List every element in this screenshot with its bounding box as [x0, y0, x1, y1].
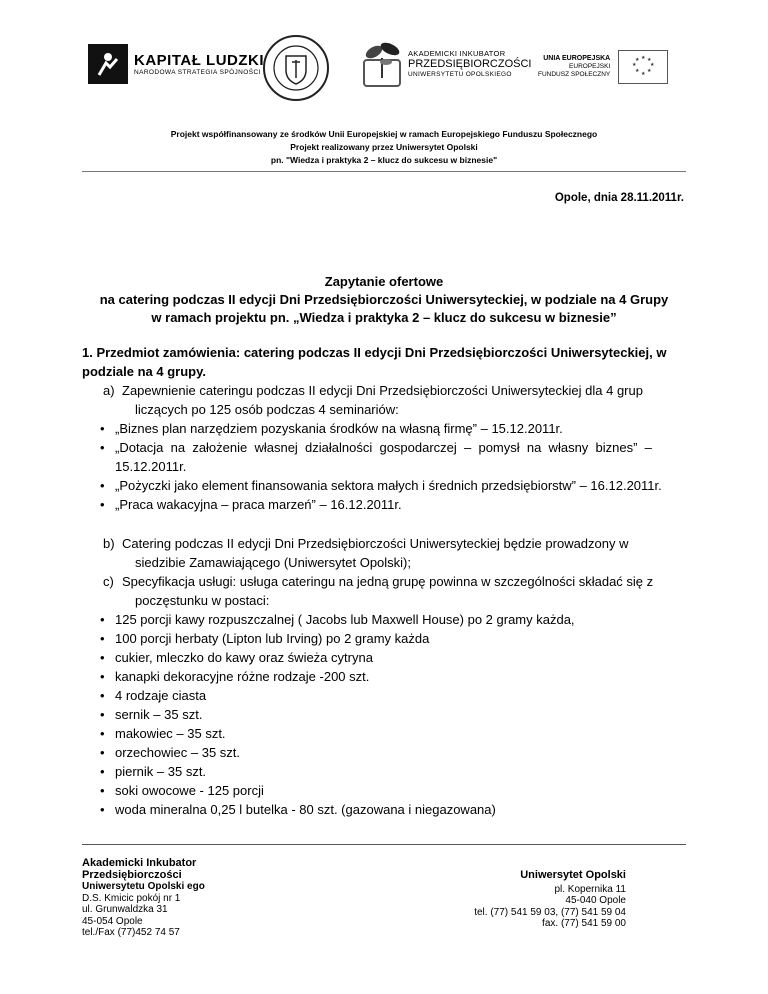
footer-right: [474, 870, 626, 930]
catering-item: 125 porcji kawy rozpuszczalnej ( Jacobs lub Maxwell House) po 2 gramy każda,: [115, 612, 575, 627]
aip-line3: UNIWERSYTETU OPOLSKIEGO: [408, 70, 512, 78]
eu-line2: EUROPEJSKI: [569, 63, 611, 71]
kapital-ludzki-subtitle: NARODOWA STRATEGIA SPÓJNOŚCI: [134, 69, 261, 76]
svg-text:★: ★: [632, 62, 637, 68]
seminar-2-cont: 15.12.2011r.: [115, 459, 187, 474]
aip-line2: PRZEDSIĘBIORCZOŚCI: [408, 58, 532, 71]
document-date: Opole, dnia 28.11.2011r.: [554, 192, 684, 204]
seminar-2: „Dotacja na założenie własnej działalności gospodarczej – pomysł na własny biznes” –: [115, 440, 652, 455]
project-line1: Projekt współfinansowany ze środków Unii Europejskiej w ramach Europejskiego Funduszu Społecznego: [170, 129, 598, 139]
svg-text:★: ★: [635, 68, 640, 74]
catering-item: cukier, mleczko do kawy oraz świeża cytryna: [115, 650, 373, 665]
sprout-icon: [360, 40, 404, 88]
title-line1: Zapytanie ofertowe: [324, 274, 444, 289]
catering-item: 100 porcji herbaty (Lipton lub Irving) po 2 gramy każda: [115, 631, 430, 646]
footer-right-l4: tel. (77) 541 59 03, (77) 541 59 04: [474, 906, 626, 918]
university-seal-icon: [262, 34, 330, 102]
item-b-label: b): [103, 536, 115, 551]
eu-line3: FUNDUSZ SPOŁECZNY: [538, 71, 611, 79]
title-line2: na catering podczas II edycji Dni Przedsiębiorczości Uniwersyteckiej, w podziale na 4 Grupy: [99, 292, 669, 307]
bullet-icon: •: [100, 745, 105, 760]
kapital-ludzki-logo: [88, 44, 264, 84]
catering-item: orzechowiec – 35 szt.: [115, 745, 241, 760]
item-a-line1: Zapewnienie cateringu podczas II edycji Dni Przedsiębiorczości Uniwersyteckiej dla 4 grup: [122, 383, 643, 398]
footer-right-l2: pl. Kopernika 11: [554, 883, 626, 895]
aip-line1: AKADEMICKI INKUBATOR: [408, 48, 506, 58]
seminar-4: „Praca wakacyjna – praca marzeń” – 16.12.2011r.: [115, 497, 402, 512]
bullet-icon: •: [100, 688, 105, 703]
footer-left-l2: Przedsiębiorczości: [82, 868, 182, 881]
akademicki-inkubator-logo: [360, 40, 531, 88]
catering-item: sernik – 35 szt.: [115, 707, 203, 722]
item-a-line2: liczących po 125 osób podczas 4 seminariów:: [135, 402, 399, 417]
catering-item: 4 rodzaje ciasta: [115, 688, 207, 703]
bullet-icon: •: [100, 631, 105, 646]
item-b-line2: siedzibie Zamawiającego (Uniwersytet Opolski);: [135, 555, 411, 570]
footer-right-l5: fax. (77) 541 59 00: [542, 918, 626, 929]
kapital-ludzki-title: KAPITAŁ LUDZKI: [134, 52, 265, 69]
catering-item: piernik – 35 szt.: [115, 764, 207, 779]
catering-item: woda mineralna 0,25 l butelka - 80 szt. (gazowana i niegazowana): [115, 802, 496, 817]
footer-left: [82, 858, 205, 939]
project-line3: pn. "Wiedza i praktyka 2 – klucz do sukcesu w biznesie": [270, 155, 498, 165]
footer-left-l4: D.S. Kmicic pokój nr 1: [82, 892, 181, 904]
project-header: [0, 128, 768, 167]
item-c-line1: Specyfikacja usługi: usługa cateringu na jedną grupę powinna w szczególności składać się z: [122, 574, 654, 589]
footer-left-l5: ul. Grunwaldzka 31: [82, 904, 168, 915]
item-a-label: a): [103, 383, 115, 398]
catering-item: soki owocowe - 125 porcji: [115, 783, 264, 798]
svg-text:★: ★: [635, 57, 640, 63]
footer-right-l1: Uniwersytet Opolski: [520, 869, 626, 881]
section-1-heading-line2: podziale na 4 grupy.: [82, 364, 207, 379]
section-1-heading-line1: 1. Przedmiot zamówienia: catering podczas II edycji Dni Przedsiębiorczości Uniwersyteckiej, w: [82, 345, 667, 360]
bullet-icon: •: [100, 440, 105, 455]
seminar-1: „Biznes plan narzędziem pozyskania środków na własną firmę” – 15.12.2011r.: [115, 421, 563, 436]
footer-left-l1: Akademicki Inkubator: [82, 857, 197, 869]
bullet-icon: •: [100, 421, 105, 436]
svg-text:★: ★: [641, 55, 646, 61]
eu-logo: [538, 50, 668, 84]
item-b-line1: Catering podczas II edycji Dni Przedsiębiorczości Uniwersyteckiej będzie prowadzony w: [122, 536, 629, 551]
eu-flag-icon: [618, 50, 668, 84]
bullet-icon: •: [100, 478, 105, 493]
bullet-icon: •: [100, 669, 105, 684]
bullet-icon: •: [100, 650, 105, 665]
bullet-icon: •: [100, 726, 105, 741]
svg-text:★: ★: [647, 68, 652, 74]
logo-strip: [0, 30, 768, 100]
university-seal-logo: [262, 34, 330, 102]
footer-right-l3: 45-040 Opole: [565, 895, 626, 906]
footer-left-l7: tel./Fax (77)452 74 57: [82, 927, 180, 938]
bullet-icon: •: [100, 612, 105, 627]
svg-text:★: ★: [647, 57, 652, 63]
catering-item: makowiec – 35 szt.: [115, 726, 226, 741]
bullet-icon: •: [100, 497, 105, 512]
footer-left-l3: Uniwersytetu Opolski ego: [82, 881, 205, 892]
seminar-3: „Pożyczki jako element finansowania sektora małych i średnich przedsiębiorstw” – 16.12.2011r.: [115, 478, 662, 493]
bullet-icon: •: [100, 764, 105, 779]
svg-text:★: ★: [650, 62, 655, 68]
bullet-icon: •: [100, 783, 105, 798]
bullet-icon: •: [100, 707, 105, 722]
project-line2: Projekt realizowany przez Uniwersytet Opolski: [290, 142, 478, 152]
bullet-icon: •: [100, 802, 105, 817]
footer-left-l6: 45-054 Opole: [82, 915, 143, 927]
kapital-ludzki-emblem-icon: [88, 44, 128, 84]
title-line3: w ramach projektu pn. „Wiedza i praktyka 2 – klucz do sukcesu w biznesie”: [151, 310, 617, 325]
svg-text:★: ★: [641, 71, 646, 77]
document-title: [0, 273, 768, 327]
header-divider: [82, 171, 686, 172]
eu-line1: UNIA EUROPEJSKA: [543, 55, 611, 62]
item-c-label: c): [103, 574, 114, 589]
section-1-heading: [82, 343, 688, 381]
footer-divider: [82, 844, 686, 845]
catering-item: kanapki dekoracyjne różne rodzaje -200 szt.: [115, 669, 370, 684]
item-c-line2: poczęstunku w postaci:: [135, 593, 270, 608]
